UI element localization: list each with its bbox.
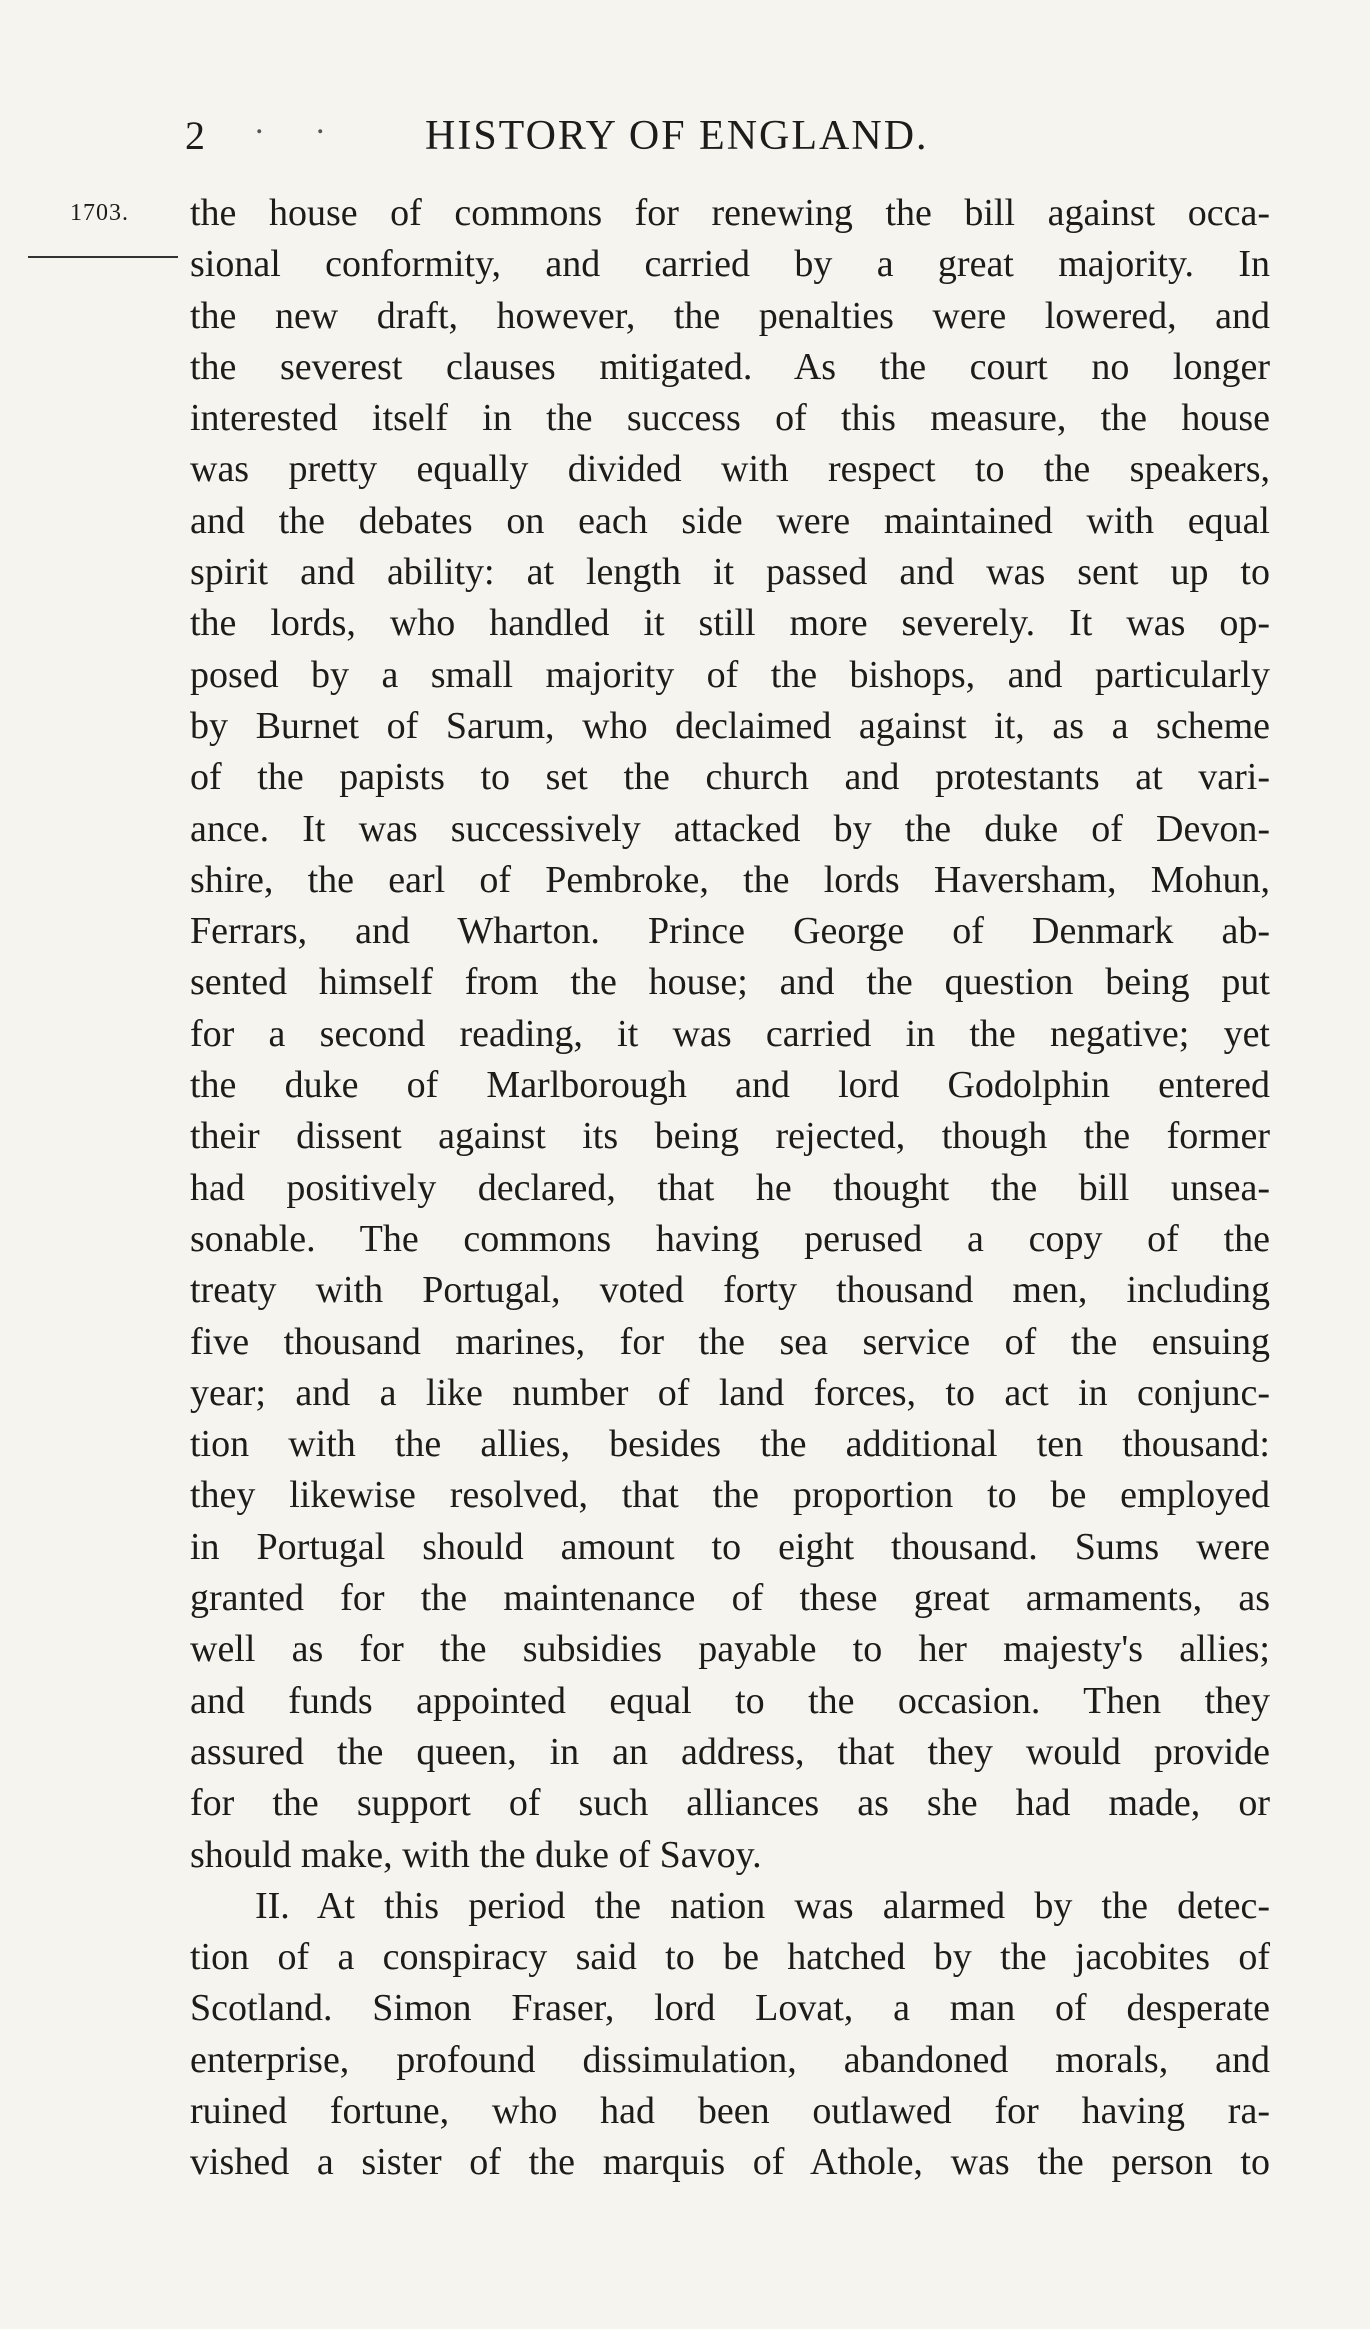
running-title: HISTORY OF ENGLAND. (425, 113, 929, 159)
text-line: their dissent against its being rejected, though the former (190, 1115, 1270, 1158)
text-line: sional conformity, and carried by a great majority. In (190, 243, 1270, 286)
text-line: Ferrars, and Wharton. Prince George of Denmark ab- (190, 910, 1270, 953)
text-line: granted for the maintenance of these great armaments, as (190, 1577, 1270, 1620)
text-line: ruined fortune, who had been outlawed for having ra- (190, 2089, 1270, 2132)
text-line: had positively declared, that he thought the bill unsea- (190, 1166, 1270, 1209)
text-line: five thousand marines, for the sea service of the ensuing (190, 1320, 1270, 1363)
text-line: they likewise resolved, that the proportion to be employed (190, 1474, 1270, 1517)
text-line: the lords, who handled it still more severely. It was op- (190, 602, 1270, 645)
text-line: tion of a conspiracy said to be hatched by the jacobites of (190, 1936, 1270, 1979)
header-dots: . . (255, 104, 347, 141)
text-line: treaty with Portugal, voted forty thousand men, including (190, 1269, 1270, 1312)
body-text (190, 188, 1270, 2189)
text-line: posed by a small majority of the bishops, and particularly (190, 653, 1270, 696)
text-line: assured the queen, in an address, that they would provide (190, 1730, 1270, 1773)
text-line: ance. It was successively attacked by the duke of Devon- (190, 807, 1270, 850)
running-head (185, 104, 1285, 164)
text-line: Scotland. Simon Fraser, lord Lovat, a man of desperate (190, 1987, 1270, 2030)
text-line: the duke of Marlborough and lord Godolphin entered (190, 1064, 1270, 1107)
text-line: was pretty equally divided with respect to the speakers, (190, 448, 1270, 491)
margin-year-note: 1703. (70, 200, 129, 226)
margin-rule (28, 256, 178, 258)
page-number: 2 (185, 113, 206, 158)
text-line: the new draft, however, the penalties were lowered, and (190, 294, 1270, 337)
paragraph-end-line: should make, with the duke of Savoy. (190, 1833, 762, 1876)
text-line: in Portugal should amount to eight thousand. Sums were (190, 1525, 1270, 1568)
text-line: and the debates on each side were maintained with equal (190, 499, 1270, 542)
text-line: for a second reading, it was carried in the negative; yet (190, 1012, 1270, 1055)
text-line: interested itself in the success of this measure, the house (190, 397, 1270, 440)
text-line: vished a sister of the marquis of Athole, was the person to (190, 2141, 1270, 2184)
text-line: well as for the subsidies payable to her majesty's allies; (190, 1628, 1270, 1671)
text-line: spirit and ability: at length it passed and was sent up to (190, 551, 1270, 594)
text-line: and funds appointed equal to the occasion. Then they (190, 1679, 1270, 1722)
text-line: tion with the allies, besides the additional ten thousand: (190, 1423, 1270, 1466)
text-line: shire, the earl of Pembroke, the lords Haversham, Mohun, (190, 858, 1270, 901)
text-line: the house of commons for renewing the bill against occa- (190, 192, 1270, 234)
text-line: sented himself from the house; and the question being put (190, 961, 1270, 1004)
text-line: the severest clauses mitigated. As the court no longer (190, 345, 1270, 388)
text-line: sonable. The commons having perused a copy of the (190, 1217, 1270, 1260)
text-line: of the papists to set the church and protestants at vari- (190, 756, 1270, 799)
section-start-line: II. At this period the nation was alarmed by the detec- (255, 1884, 1270, 1927)
text-line: for the support of such alliances as she had made, or (190, 1782, 1270, 1825)
text-line: year; and a like number of land forces, to act in conjunc- (190, 1371, 1270, 1414)
text-line: enterprise, profound dissimulation, abandoned morals, and (190, 2038, 1270, 2081)
text-line: by Burnet of Sarum, who declaimed against it, as a scheme (190, 704, 1270, 747)
